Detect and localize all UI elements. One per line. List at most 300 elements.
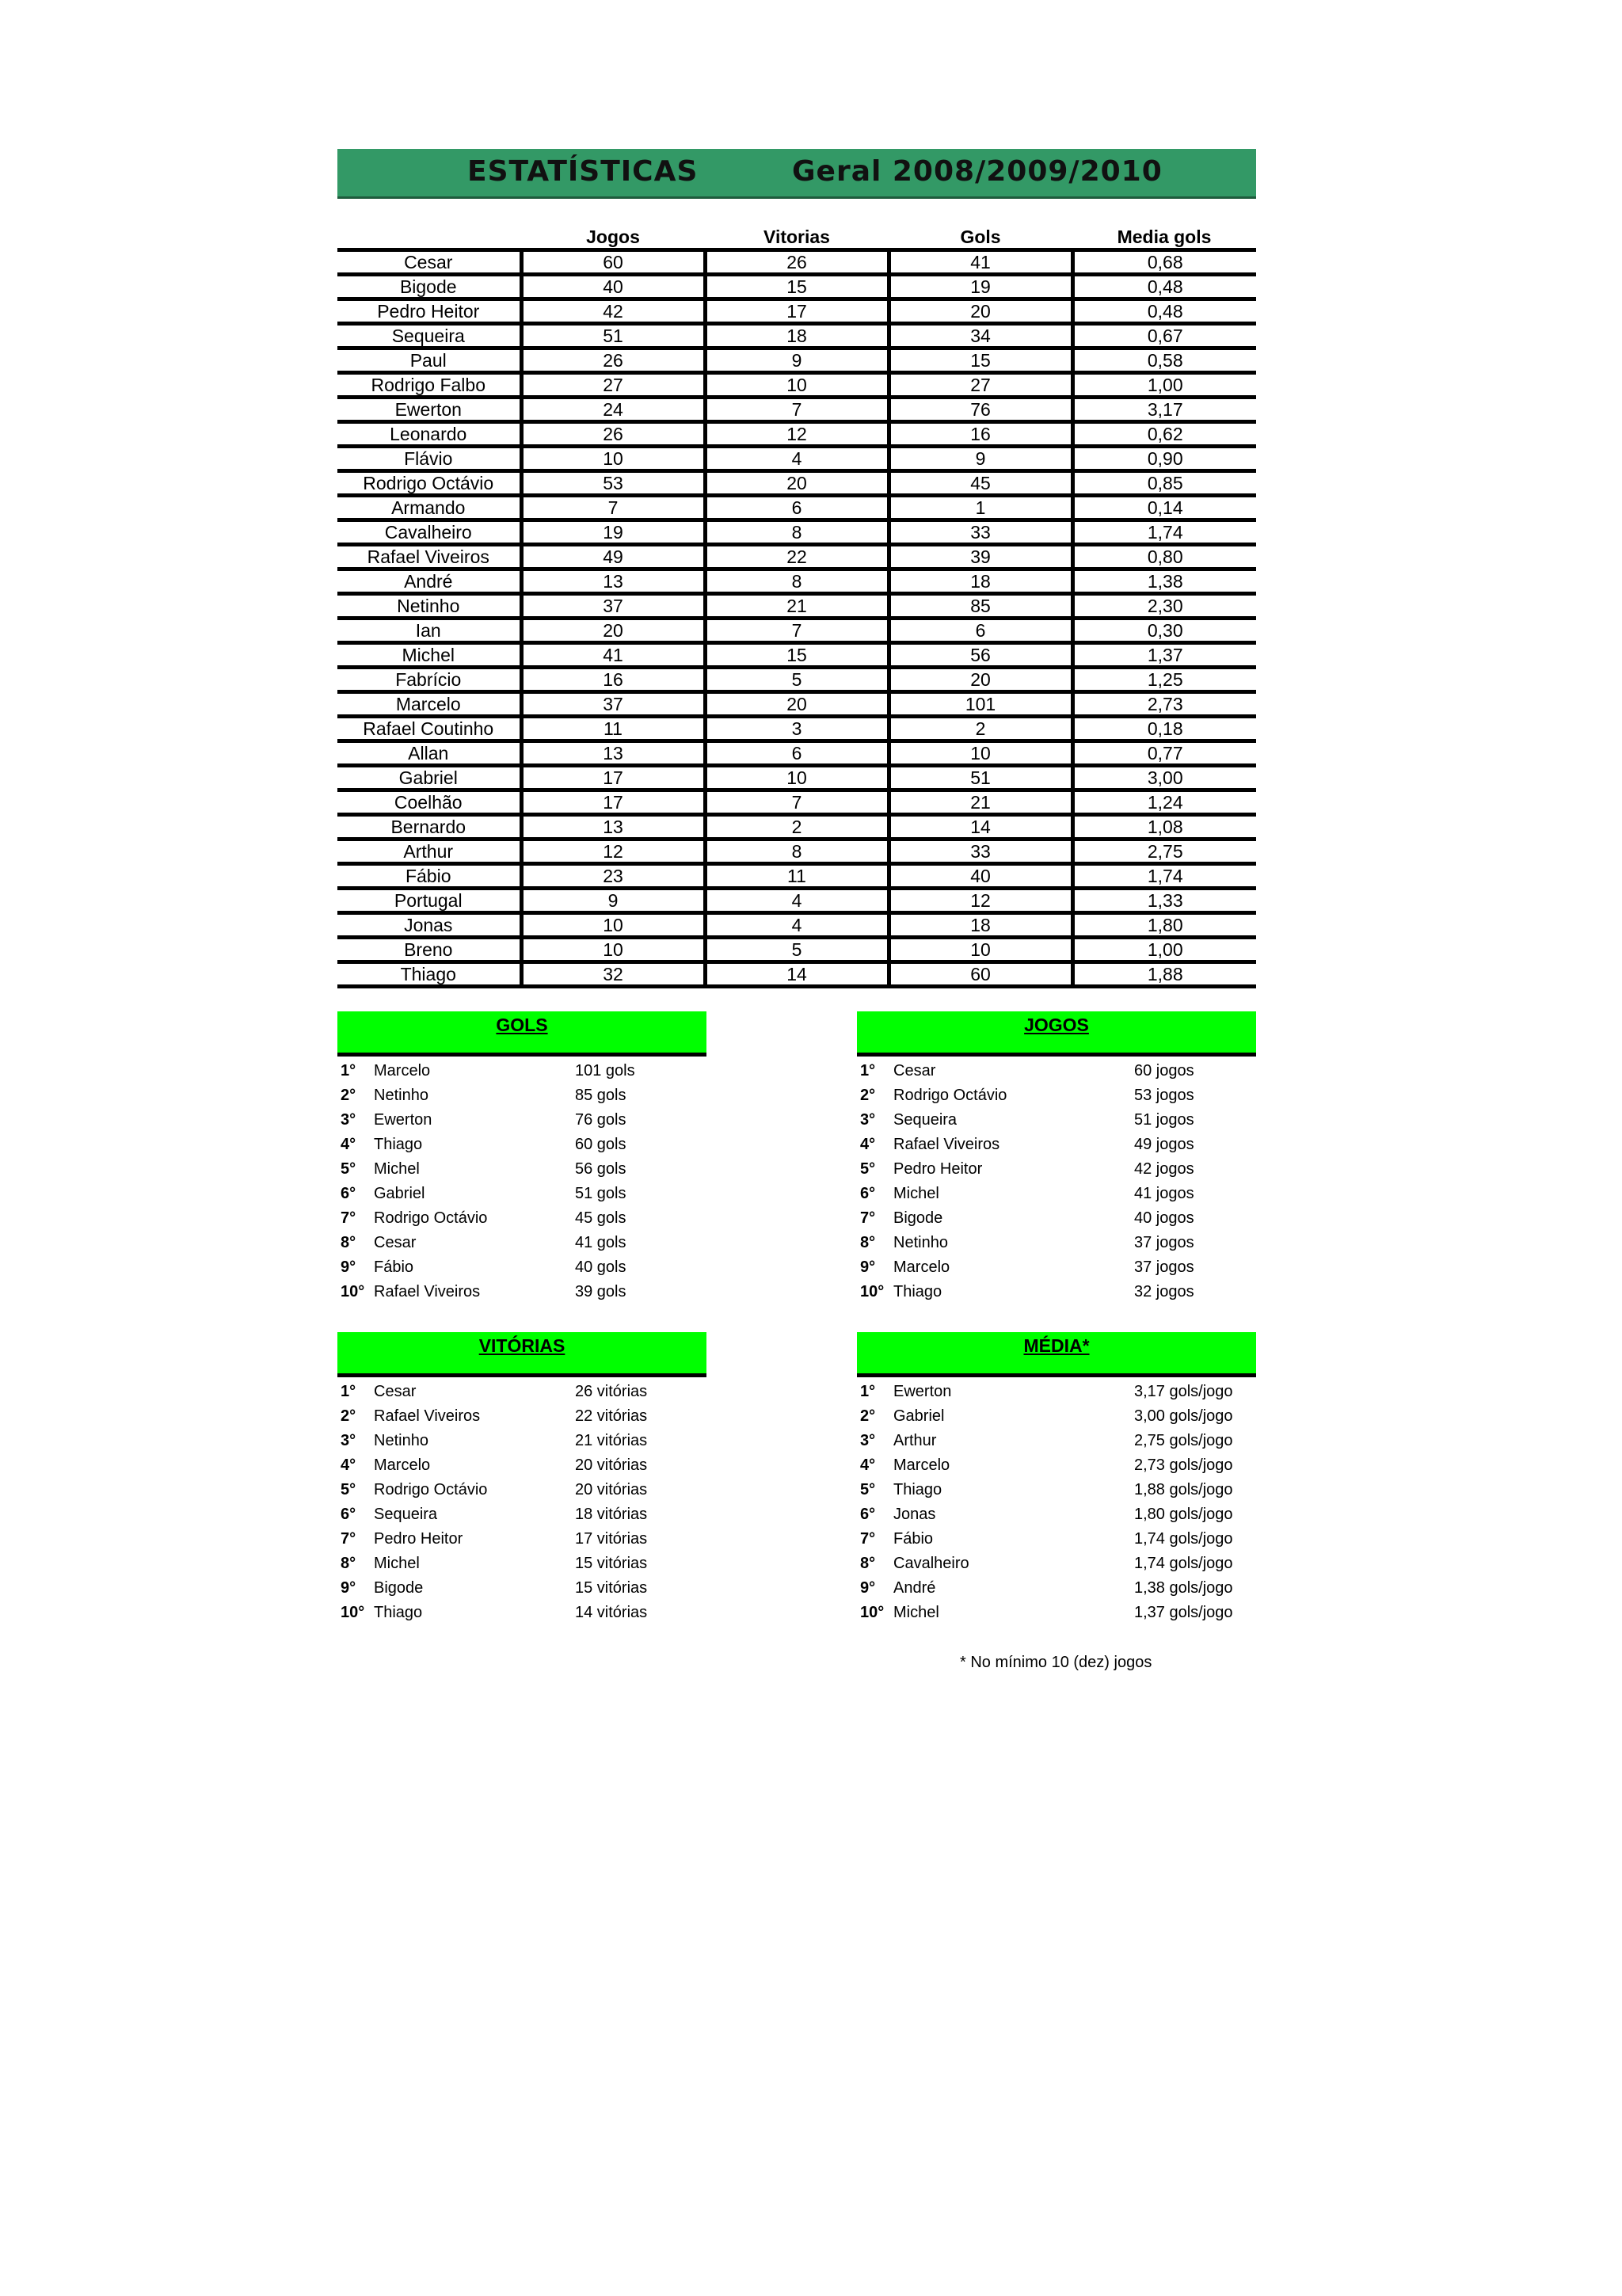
cell-media-gols: 1,38 [1072, 569, 1256, 594]
rank-position: 1° [341, 1062, 356, 1079]
ranking-item [857, 1059, 1256, 1083]
cell-vitorias: 26 [705, 250, 889, 275]
ranking-value: 101 gols [575, 1062, 635, 1079]
cell-vitorias: 4 [705, 889, 889, 913]
cell-vitorias: 8 [705, 569, 889, 594]
cell-player-name: Portugal [337, 889, 521, 913]
player-name: Michel [374, 1160, 420, 1178]
cell-jogos: 10 [521, 913, 705, 938]
player-name: Thiago [893, 1283, 942, 1300]
rank-position: 10° [341, 1604, 365, 1621]
player-name: Cesar [893, 1062, 936, 1079]
cell-player-name: André [337, 569, 521, 594]
player-name: Arthur [893, 1432, 937, 1449]
ranking-value: 40 jogos [1134, 1209, 1194, 1227]
ranking-value: 41 jogos [1134, 1185, 1194, 1202]
ranking-value: 15 vitórias [575, 1579, 648, 1597]
table-row [337, 520, 1256, 545]
table-row [337, 373, 1256, 398]
table-row [337, 962, 1256, 987]
ranking-item [857, 1133, 1256, 1157]
cell-media-gols: 1,00 [1072, 938, 1256, 962]
player-name: Rodrigo Octávio [893, 1087, 1007, 1104]
cell-media-gols: 1,08 [1072, 815, 1256, 840]
column-header-media-gols: Media gols [1072, 222, 1256, 250]
cell-media-gols: 0,48 [1072, 299, 1256, 324]
cell-vitorias: 8 [705, 840, 889, 864]
cell-media-gols: 1,37 [1072, 643, 1256, 668]
cell-gols: 20 [889, 668, 1072, 692]
rank-position: 10° [860, 1604, 885, 1621]
cell-vitorias: 3 [705, 717, 889, 741]
player-name: Ewerton [893, 1383, 952, 1400]
table-row [337, 840, 1256, 864]
cell-vitorias: 20 [705, 471, 889, 496]
table-row [337, 790, 1256, 815]
cell-player-name: Rodrigo Octávio [337, 471, 521, 496]
ranking-header [337, 1011, 706, 1057]
cell-media-gols: 1,80 [1072, 913, 1256, 938]
rank-position: 8° [341, 1234, 356, 1251]
cell-player-name: Rafael Viveiros [337, 545, 521, 569]
rank-position: 8° [860, 1234, 876, 1251]
ranking-value: 1,88 gols/jogo [1134, 1481, 1233, 1498]
cell-jogos: 13 [521, 741, 705, 766]
ranking-item [337, 1182, 706, 1206]
title-banner [337, 149, 1256, 199]
player-name: Michel [893, 1604, 939, 1621]
ranking-item [857, 1231, 1256, 1255]
cell-player-name: Rafael Coutinho [337, 717, 521, 741]
cell-jogos: 60 [521, 250, 705, 275]
ranking-value: 15 vitórias [575, 1555, 648, 1572]
ranking-item [337, 1478, 706, 1502]
player-stats-table [337, 222, 1256, 988]
cell-gols: 41 [889, 250, 1072, 275]
player-name: Gabriel [374, 1185, 425, 1202]
cell-media-gols: 0,77 [1072, 741, 1256, 766]
ranking-item [337, 1108, 706, 1133]
ranking-value: 26 vitórias [575, 1383, 648, 1400]
cell-gols: 56 [889, 643, 1072, 668]
cell-vitorias: 9 [705, 348, 889, 373]
cell-player-name: Flávio [337, 447, 521, 471]
cell-player-name: Arthur [337, 840, 521, 864]
cell-gols: 51 [889, 766, 1072, 790]
rank-position: 9° [860, 1579, 876, 1597]
cell-media-gols: 0,14 [1072, 496, 1256, 520]
ranking-value: 17 vitórias [575, 1530, 648, 1548]
cell-media-gols: 1,33 [1072, 889, 1256, 913]
player-name: Bigode [374, 1579, 424, 1597]
player-name: Cesar [374, 1234, 417, 1251]
table-row [337, 496, 1256, 520]
cell-vitorias: 18 [705, 324, 889, 348]
cell-gols: 18 [889, 913, 1072, 938]
table-row [337, 545, 1256, 569]
cell-vitorias: 21 [705, 594, 889, 619]
ranking-value: 2,75 gols/jogo [1134, 1432, 1233, 1449]
player-name: Jonas [893, 1506, 936, 1523]
cell-jogos: 19 [521, 520, 705, 545]
ranking-value: 41 gols [575, 1234, 626, 1251]
cell-media-gols: 0,62 [1072, 422, 1256, 447]
cell-gols: 15 [889, 348, 1072, 373]
cell-gols: 2 [889, 717, 1072, 741]
cell-jogos: 9 [521, 889, 705, 913]
ranking-item [857, 1380, 1256, 1404]
cell-gols: 21 [889, 790, 1072, 815]
cell-jogos: 13 [521, 815, 705, 840]
ranking-item [857, 1478, 1256, 1502]
player-name: Pedro Heitor [893, 1160, 983, 1178]
cell-jogos: 13 [521, 569, 705, 594]
ranking-value: 51 gols [575, 1185, 626, 1202]
ranking-item [337, 1502, 706, 1527]
cell-jogos: 37 [521, 692, 705, 717]
page-title: ESTATÍSTICAS [467, 155, 699, 188]
cell-media-gols: 0,58 [1072, 348, 1256, 373]
cell-vitorias: 12 [705, 422, 889, 447]
cell-gols: 18 [889, 569, 1072, 594]
cell-gols: 6 [889, 619, 1072, 643]
ranking-jogos [857, 1011, 1256, 1304]
cell-vitorias: 7 [705, 790, 889, 815]
table-row [337, 569, 1256, 594]
ranking-media [857, 1332, 1256, 1625]
table-row [337, 717, 1256, 741]
rank-position: 2° [860, 1407, 876, 1425]
player-name: Rafael Viveiros [374, 1283, 481, 1300]
player-name: Fábio [893, 1530, 934, 1548]
table-row [337, 594, 1256, 619]
ranking-value: 60 jogos [1134, 1062, 1194, 1079]
ranking-vitorias [337, 1332, 706, 1625]
ranking-value: 1,38 gols/jogo [1134, 1579, 1233, 1597]
column-header-player [337, 222, 521, 250]
ranking-header [337, 1332, 706, 1377]
rank-position: 4° [341, 1136, 356, 1153]
rank-position: 5° [860, 1160, 876, 1178]
cell-jogos: 53 [521, 471, 705, 496]
rank-position: 2° [341, 1407, 356, 1425]
cell-vitorias: 14 [705, 962, 889, 987]
cell-media-gols: 2,30 [1072, 594, 1256, 619]
ranking-value: 21 vitórias [575, 1432, 648, 1449]
rank-position: 4° [860, 1456, 876, 1474]
cell-player-name: Thiago [337, 962, 521, 987]
ranking-value: 18 vitórias [575, 1506, 648, 1523]
cell-jogos: 26 [521, 422, 705, 447]
cell-player-name: Armando [337, 496, 521, 520]
ranking-list [337, 1057, 706, 1304]
rank-position: 6° [341, 1506, 356, 1523]
cell-player-name: Ewerton [337, 398, 521, 422]
ranking-list [857, 1377, 1256, 1625]
ranking-value: 56 gols [575, 1160, 626, 1178]
rank-position: 9° [860, 1258, 876, 1276]
ranking-item [337, 1552, 706, 1576]
ranking-value: 22 vitórias [575, 1407, 648, 1425]
player-name: Netinho [374, 1432, 428, 1449]
cell-gols: 45 [889, 471, 1072, 496]
cell-media-gols: 0,67 [1072, 324, 1256, 348]
cell-player-name: Jonas [337, 913, 521, 938]
table-header-row [337, 222, 1256, 250]
cell-jogos: 26 [521, 348, 705, 373]
ranking-item [857, 1255, 1256, 1280]
cell-jogos: 40 [521, 275, 705, 299]
table-row [337, 250, 1256, 275]
rank-position: 4° [860, 1136, 876, 1153]
ranking-item [857, 1601, 1256, 1625]
cell-media-gols: 1,25 [1072, 668, 1256, 692]
table-row [337, 938, 1256, 962]
player-name: Gabriel [893, 1407, 945, 1425]
rank-position: 7° [860, 1530, 876, 1548]
ranking-value: 49 jogos [1134, 1136, 1194, 1153]
cell-vitorias: 15 [705, 643, 889, 668]
ranking-value: 3,00 gols/jogo [1134, 1407, 1233, 1425]
ranking-item [857, 1552, 1256, 1576]
ranking-value: 3,17 gols/jogo [1134, 1383, 1233, 1400]
rank-position: 1° [341, 1383, 356, 1400]
cell-media-gols: 2,75 [1072, 840, 1256, 864]
player-name: Fábio [374, 1258, 414, 1276]
cell-gols: 20 [889, 299, 1072, 324]
cell-player-name: Cesar [337, 250, 521, 275]
rank-position: 6° [341, 1185, 356, 1202]
cell-media-gols: 0,85 [1072, 471, 1256, 496]
player-name: Rodrigo Octávio [374, 1209, 488, 1227]
rank-position: 2° [860, 1087, 876, 1104]
table-row [337, 692, 1256, 717]
ranking-value: 37 jogos [1134, 1258, 1194, 1276]
cell-player-name: Michel [337, 643, 521, 668]
cell-jogos: 51 [521, 324, 705, 348]
ranking-item [337, 1576, 706, 1601]
cell-vitorias: 15 [705, 275, 889, 299]
cell-player-name: Fabrício [337, 668, 521, 692]
ranking-header [857, 1011, 1256, 1057]
ranking-value: 42 jogos [1134, 1160, 1194, 1178]
cell-media-gols: 0,68 [1072, 250, 1256, 275]
cell-jogos: 23 [521, 864, 705, 889]
table-row [337, 324, 1256, 348]
cell-media-gols: 1,88 [1072, 962, 1256, 987]
player-name: Rodrigo Octávio [374, 1481, 488, 1498]
player-name: Sequeira [374, 1506, 438, 1523]
ranking-value: 76 gols [575, 1111, 626, 1129]
ranking-value: 45 gols [575, 1209, 626, 1227]
ranking-item [857, 1404, 1256, 1429]
ranking-item [857, 1108, 1256, 1133]
player-name: Pedro Heitor [374, 1530, 463, 1548]
cell-player-name: Cavalheiro [337, 520, 521, 545]
ranking-list [337, 1377, 706, 1625]
rank-position: 9° [341, 1579, 356, 1597]
column-header-jogos: Jogos [521, 222, 705, 250]
cell-media-gols: 0,18 [1072, 717, 1256, 741]
rank-position: 3° [860, 1111, 876, 1129]
ranking-item [857, 1182, 1256, 1206]
cell-player-name: Sequeira [337, 324, 521, 348]
ranking-item [337, 1083, 706, 1108]
player-name: Cavalheiro [893, 1555, 969, 1572]
ranking-value: 1,80 gols/jogo [1134, 1506, 1233, 1523]
table-row [337, 299, 1256, 324]
cell-jogos: 10 [521, 938, 705, 962]
player-name: Rafael Viveiros [374, 1407, 481, 1425]
ranking-value: 1,74 gols/jogo [1134, 1530, 1233, 1548]
player-name: Sequeira [893, 1111, 958, 1129]
column-header-gols: Gols [889, 222, 1072, 250]
rank-position: 2° [341, 1087, 356, 1104]
ranking-header [857, 1332, 1256, 1377]
cell-player-name: Fábio [337, 864, 521, 889]
cell-gols: 85 [889, 594, 1072, 619]
cell-gols: 101 [889, 692, 1072, 717]
cell-player-name: Allan [337, 741, 521, 766]
cell-gols: 33 [889, 840, 1072, 864]
cell-media-gols: 1,24 [1072, 790, 1256, 815]
cell-gols: 33 [889, 520, 1072, 545]
ranking-item [337, 1380, 706, 1404]
player-name: Thiago [893, 1481, 942, 1498]
cell-vitorias: 5 [705, 668, 889, 692]
rank-position: 5° [341, 1160, 356, 1178]
cell-player-name: Gabriel [337, 766, 521, 790]
player-name: Marcelo [893, 1258, 950, 1276]
cell-jogos: 16 [521, 668, 705, 692]
cell-jogos: 41 [521, 643, 705, 668]
cell-player-name: Pedro Heitor [337, 299, 521, 324]
ranking-item [337, 1601, 706, 1625]
player-name: Rafael Viveiros [893, 1136, 1000, 1153]
cell-jogos: 17 [521, 766, 705, 790]
ranking-value: 14 vitórias [575, 1604, 648, 1621]
ranking-item [337, 1206, 706, 1231]
player-name: Thiago [374, 1604, 423, 1621]
ranking-value: 32 jogos [1134, 1283, 1194, 1300]
cell-player-name: Ian [337, 619, 521, 643]
ranking-value: 37 jogos [1134, 1234, 1194, 1251]
ranking-item [857, 1280, 1256, 1304]
player-name: Michel [893, 1185, 939, 1202]
cell-jogos: 24 [521, 398, 705, 422]
cell-media-gols: 1,74 [1072, 520, 1256, 545]
page-subtitle: Geral 2008/2009/2010 [792, 155, 1163, 188]
cell-player-name: Rodrigo Falbo [337, 373, 521, 398]
rank-position: 8° [860, 1555, 876, 1572]
cell-vitorias: 4 [705, 447, 889, 471]
ranking-item [857, 1206, 1256, 1231]
table-row [337, 348, 1256, 373]
cell-vitorias: 10 [705, 373, 889, 398]
cell-gols: 40 [889, 864, 1072, 889]
ranking-item [857, 1453, 1256, 1478]
rank-position: 6° [860, 1185, 876, 1202]
cell-player-name: Marcelo [337, 692, 521, 717]
cell-media-gols: 0,80 [1072, 545, 1256, 569]
cell-vitorias: 4 [705, 913, 889, 938]
rank-position: 9° [341, 1258, 356, 1276]
rank-position: 3° [860, 1432, 876, 1449]
ranking-title: VITÓRIAS [478, 1335, 565, 1356]
cell-vitorias: 11 [705, 864, 889, 889]
rank-position: 6° [860, 1506, 876, 1523]
cell-media-gols: 3,00 [1072, 766, 1256, 790]
cell-vitorias: 17 [705, 299, 889, 324]
table-row [337, 422, 1256, 447]
ranking-item [857, 1083, 1256, 1108]
player-name: Ewerton [374, 1111, 432, 1129]
ranking-value: 60 gols [575, 1136, 626, 1153]
player-name: Marcelo [374, 1456, 431, 1474]
cell-player-name: Bigode [337, 275, 521, 299]
cell-gols: 19 [889, 275, 1072, 299]
ranking-value: 39 gols [575, 1283, 626, 1300]
cell-jogos: 42 [521, 299, 705, 324]
table-row [337, 471, 1256, 496]
ranking-item [337, 1231, 706, 1255]
cell-gols: 39 [889, 545, 1072, 569]
ranking-item [857, 1527, 1256, 1552]
ranking-gols [337, 1011, 706, 1304]
ranking-value: 2,73 gols/jogo [1134, 1456, 1233, 1474]
player-name: Marcelo [893, 1456, 950, 1474]
table-row [337, 864, 1256, 889]
cell-gols: 1 [889, 496, 1072, 520]
cell-media-gols: 0,90 [1072, 447, 1256, 471]
table-row [337, 275, 1256, 299]
cell-vitorias: 2 [705, 815, 889, 840]
player-name: André [893, 1579, 936, 1597]
cell-player-name: Paul [337, 348, 521, 373]
cell-vitorias: 8 [705, 520, 889, 545]
table-row [337, 619, 1256, 643]
player-name: Bigode [893, 1209, 943, 1227]
ranking-item [337, 1404, 706, 1429]
column-header-vitorias: Vitorias [705, 222, 889, 250]
table-row [337, 889, 1256, 913]
rank-position: 7° [341, 1530, 356, 1548]
player-name: Netinho [374, 1087, 428, 1104]
table-row [337, 398, 1256, 422]
cell-vitorias: 5 [705, 938, 889, 962]
rank-position: 8° [341, 1555, 356, 1572]
player-name: Marcelo [374, 1062, 431, 1079]
table-row [337, 766, 1256, 790]
ranking-value: 53 jogos [1134, 1087, 1194, 1104]
cell-gols: 16 [889, 422, 1072, 447]
table-row [337, 741, 1256, 766]
ranking-item [337, 1280, 706, 1304]
cell-jogos: 32 [521, 962, 705, 987]
cell-media-gols: 2,73 [1072, 692, 1256, 717]
rank-position: 1° [860, 1062, 876, 1079]
rank-position: 3° [341, 1432, 356, 1449]
rank-position: 5° [860, 1481, 876, 1498]
ranking-title: GOLS [496, 1015, 548, 1035]
cell-media-gols: 1,74 [1072, 864, 1256, 889]
cell-jogos: 12 [521, 840, 705, 864]
cell-gols: 10 [889, 938, 1072, 962]
rank-position: 4° [341, 1456, 356, 1474]
rank-position: 7° [860, 1209, 876, 1227]
table-row [337, 643, 1256, 668]
cell-jogos: 27 [521, 373, 705, 398]
